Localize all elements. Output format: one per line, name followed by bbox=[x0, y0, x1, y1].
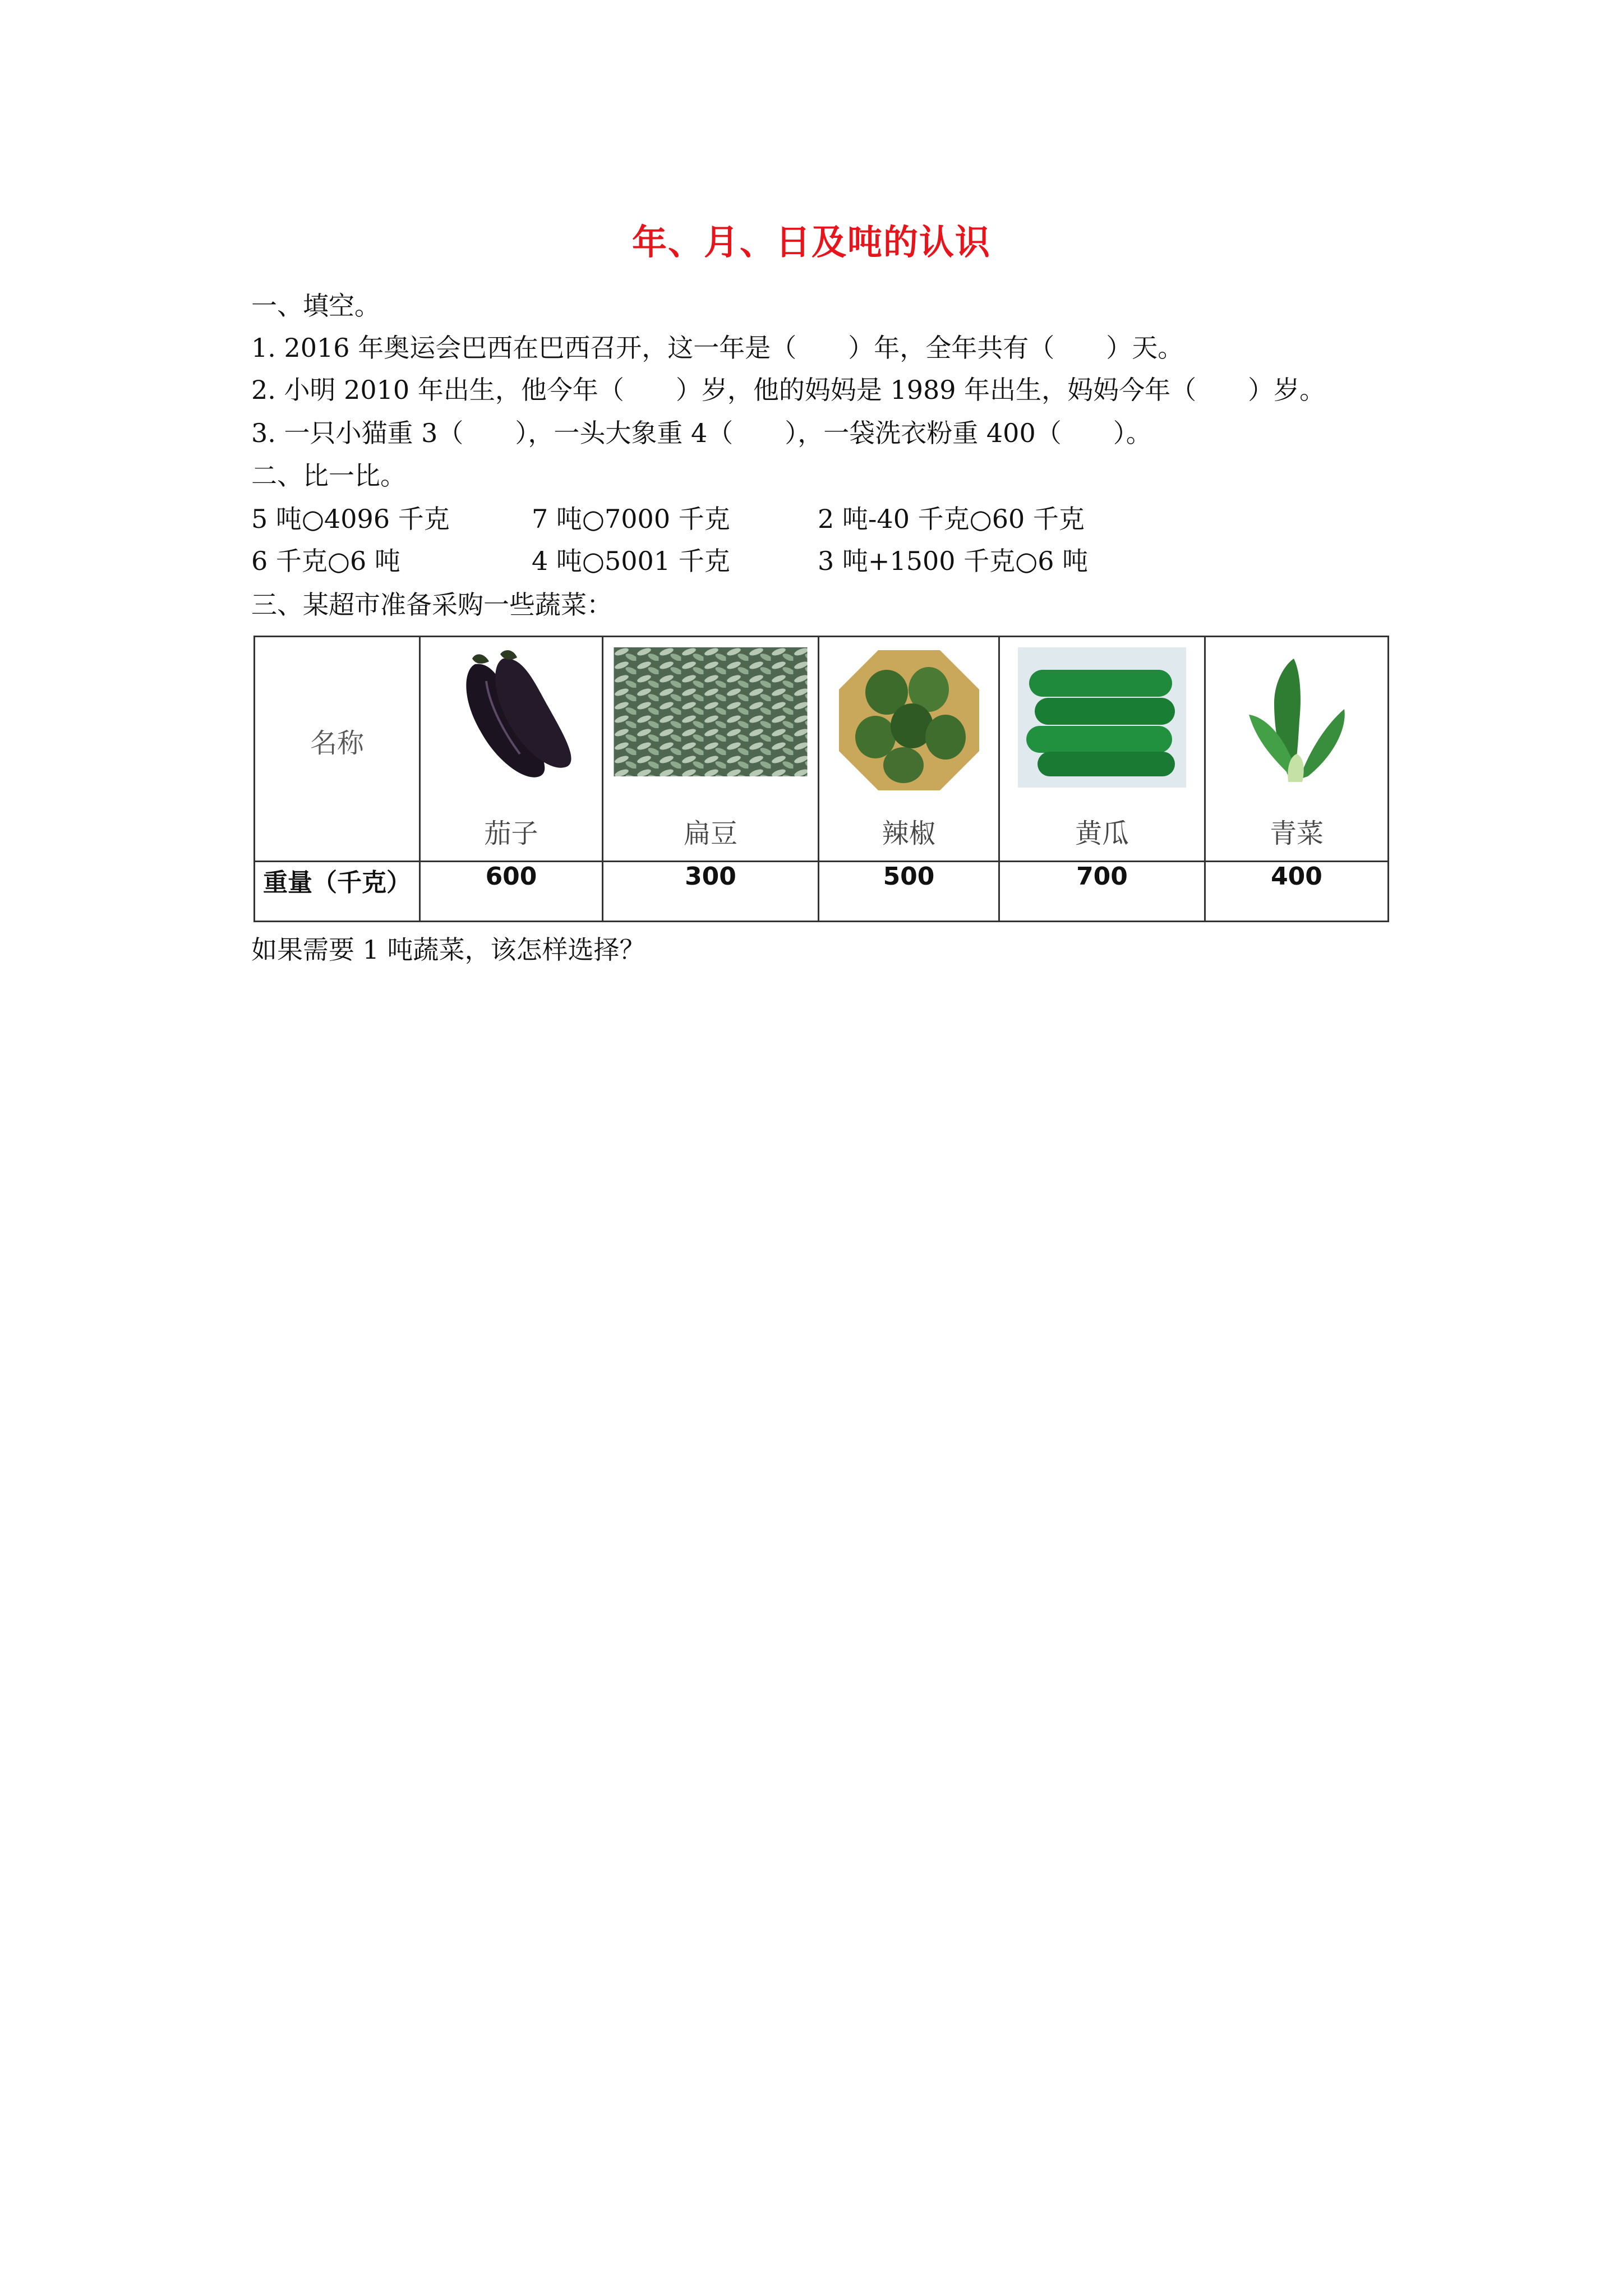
compare-item: 5 吨○4096 千克 bbox=[251, 504, 450, 534]
vegetable-table bbox=[253, 636, 1389, 922]
vegetable-cell bbox=[999, 637, 1205, 862]
weight-value: 700 bbox=[999, 862, 1205, 922]
weight-header: 重量（千克） bbox=[255, 862, 420, 922]
vegetable-name: 茄子 bbox=[484, 818, 538, 849]
final-question: 如果需要 1 吨蔬菜，该怎样选择？ bbox=[251, 935, 645, 965]
pepper-icon bbox=[836, 647, 982, 793]
section3-heading: 三、某超市准备采购一些蔬菜： bbox=[251, 590, 612, 620]
section1-heading: 一、填空。 bbox=[251, 291, 380, 321]
weight-value: 300 bbox=[603, 862, 819, 922]
table-row bbox=[255, 862, 1389, 922]
name-header-cell bbox=[255, 637, 420, 862]
vegetable-cell bbox=[420, 637, 603, 862]
compare-item: 2 吨-40 千克○60 千克 bbox=[818, 504, 1085, 534]
vegetable-cell bbox=[603, 637, 819, 862]
name-header: 名称 bbox=[310, 728, 364, 759]
page-title: 年、月、日及吨的认识 bbox=[631, 222, 991, 263]
compare-item: 4 吨○5001 千克 bbox=[532, 546, 730, 576]
question-2: 2. 小明 2010 年出生，他今年（ ）岁，他的妈妈是 1989 年出生，妈妈今年（ ）岁。 bbox=[251, 375, 1326, 405]
vegetable-name: 扁豆 bbox=[683, 818, 737, 849]
vegetable-cell bbox=[819, 637, 999, 862]
compare-item: 7 吨○7000 千克 bbox=[532, 504, 730, 534]
question-1: 1. 2016 年奥运会巴西在巴西召开，这一年是（ ）年，全年共有（ ）天。 bbox=[251, 333, 1184, 363]
weight-value: 400 bbox=[1205, 862, 1389, 922]
greens-icon bbox=[1241, 647, 1353, 788]
cucumber-icon bbox=[1018, 647, 1186, 788]
eggplant-icon bbox=[441, 647, 582, 793]
table-row bbox=[255, 637, 1389, 862]
vegetable-cell bbox=[1205, 637, 1389, 862]
compare-item: 6 千克○6 吨 bbox=[251, 546, 400, 576]
section2-heading: 二、比一比。 bbox=[251, 461, 406, 491]
compare-item: 3 吨+1500 千克○6 吨 bbox=[818, 546, 1089, 576]
vegetable-name: 辣椒 bbox=[882, 818, 936, 849]
question-3: 3. 一只小猫重 3（ ），一头大象重 4（ ），一袋洗衣粉重 400（ ）。 bbox=[251, 418, 1152, 448]
vegetable-name: 青菜 bbox=[1269, 818, 1324, 849]
weight-value: 600 bbox=[420, 862, 603, 922]
vegetable-name: 黄瓜 bbox=[1075, 818, 1129, 849]
beans-icon bbox=[614, 647, 808, 776]
weight-value: 500 bbox=[819, 862, 999, 922]
